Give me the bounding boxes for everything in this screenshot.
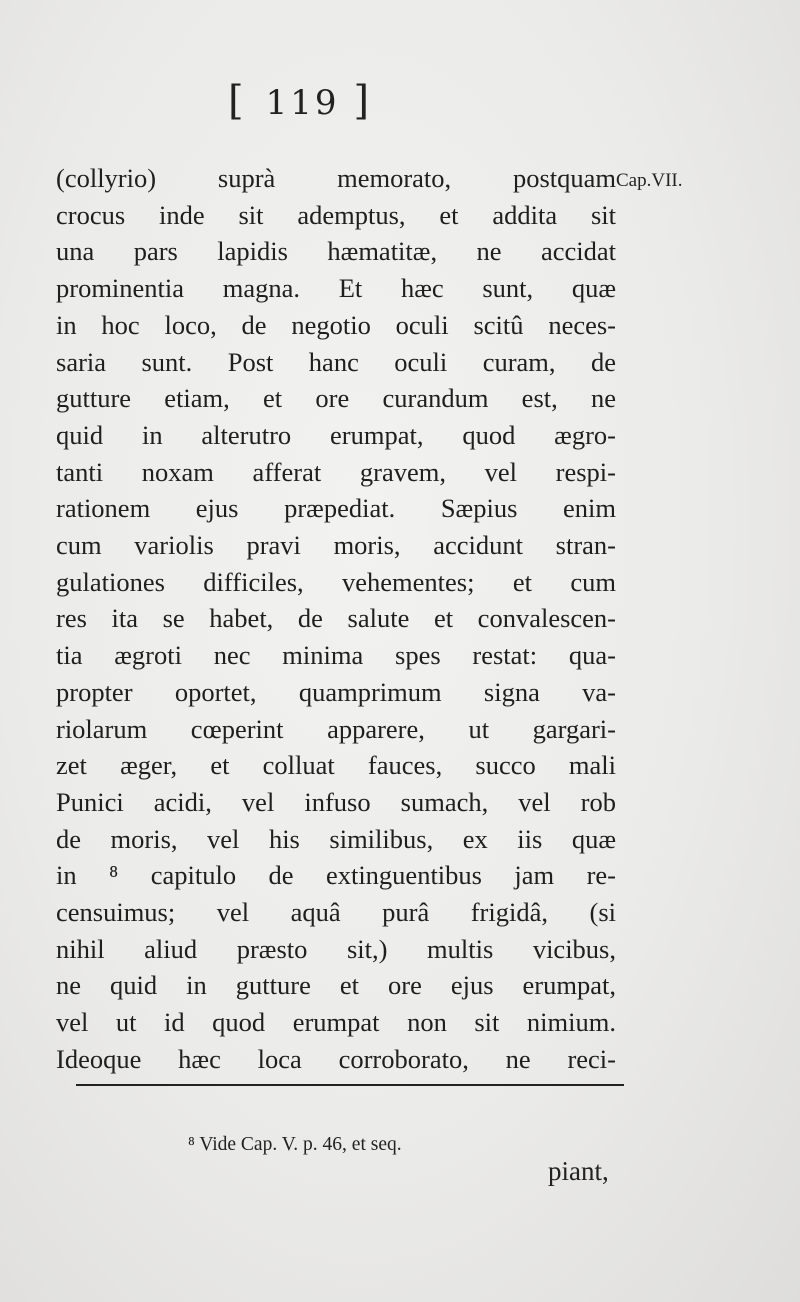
footnote-rule xyxy=(76,1084,624,1086)
text-line: crocus inde sit ademptus, et addita sit xyxy=(56,199,616,230)
text-line: ne quid in gutture et ore ejus erumpat, xyxy=(56,970,616,1001)
text-line: Ideoque hæc loca corroborato, ne reci- xyxy=(56,1043,616,1074)
text-line: zet æger, et colluat fauces, succo mali xyxy=(56,750,616,781)
page-number-value: 119 xyxy=(265,83,340,123)
page-number-open-bracket: [ xyxy=(228,78,252,124)
text-line: gutture etiam, et ore curandum est, ne xyxy=(56,383,616,414)
text-line: censuimus; vel aquâ purâ frigidâ, (si xyxy=(56,897,616,928)
text-line: Punici acidi, vel infuso sumach, vel rob xyxy=(56,786,616,817)
text-line: saria sunt. Post hanc oculi curam, de xyxy=(56,346,616,377)
text-line: in hoc loco, de negotio oculi scitû neces- xyxy=(56,309,616,340)
text-line: gulationes difficiles, vehementes; et cum xyxy=(56,566,616,597)
text-line: vel ut id quod erumpat non sit nimium. xyxy=(56,1007,616,1038)
page-number xyxy=(228,78,377,124)
marginal-note: Cap.VII. xyxy=(616,170,683,191)
text-line: tia ægroti nec minima spes restat: qua- xyxy=(56,640,616,671)
text-line: cum variolis pravi moris, accidunt stran- xyxy=(56,530,616,561)
text-line: riolarum cœperint apparere, ut gargari- xyxy=(56,713,616,744)
text-line: rationem ejus præpediat. Sæpius enim xyxy=(56,493,616,524)
text-line: prominentia magna. Et hæc sunt, quæ xyxy=(56,273,616,304)
body-text xyxy=(56,160,616,1078)
text-line: propter oportet, quamprimum signa va- xyxy=(56,676,616,707)
text-line: de moris, vel his similibus, ex iis quæ xyxy=(56,823,616,854)
catchword: piant, xyxy=(548,1156,609,1186)
footnote: ⁸ Vide Cap. V. p. 46, et seq. xyxy=(188,1134,402,1155)
text-line: nihil aliud præsto sit,) multis vicibus, xyxy=(56,933,616,964)
text-line: una pars lapidis hæmatitæ, ne accidat xyxy=(56,236,616,267)
page-number-close-bracket: ] xyxy=(353,78,378,124)
text-line: res ita se habet, de salute et convalescen- xyxy=(56,603,616,634)
text-line: tanti noxam afferat gravem, vel respi- xyxy=(56,456,616,487)
text-line: quid in alterutro erumpat, quod ægro- xyxy=(56,419,616,450)
text-line: in ⁸ capitulo de extinguentibus jam re- xyxy=(56,860,616,891)
text-line: (collyrio) suprà memorato, postquam xyxy=(56,163,616,193)
